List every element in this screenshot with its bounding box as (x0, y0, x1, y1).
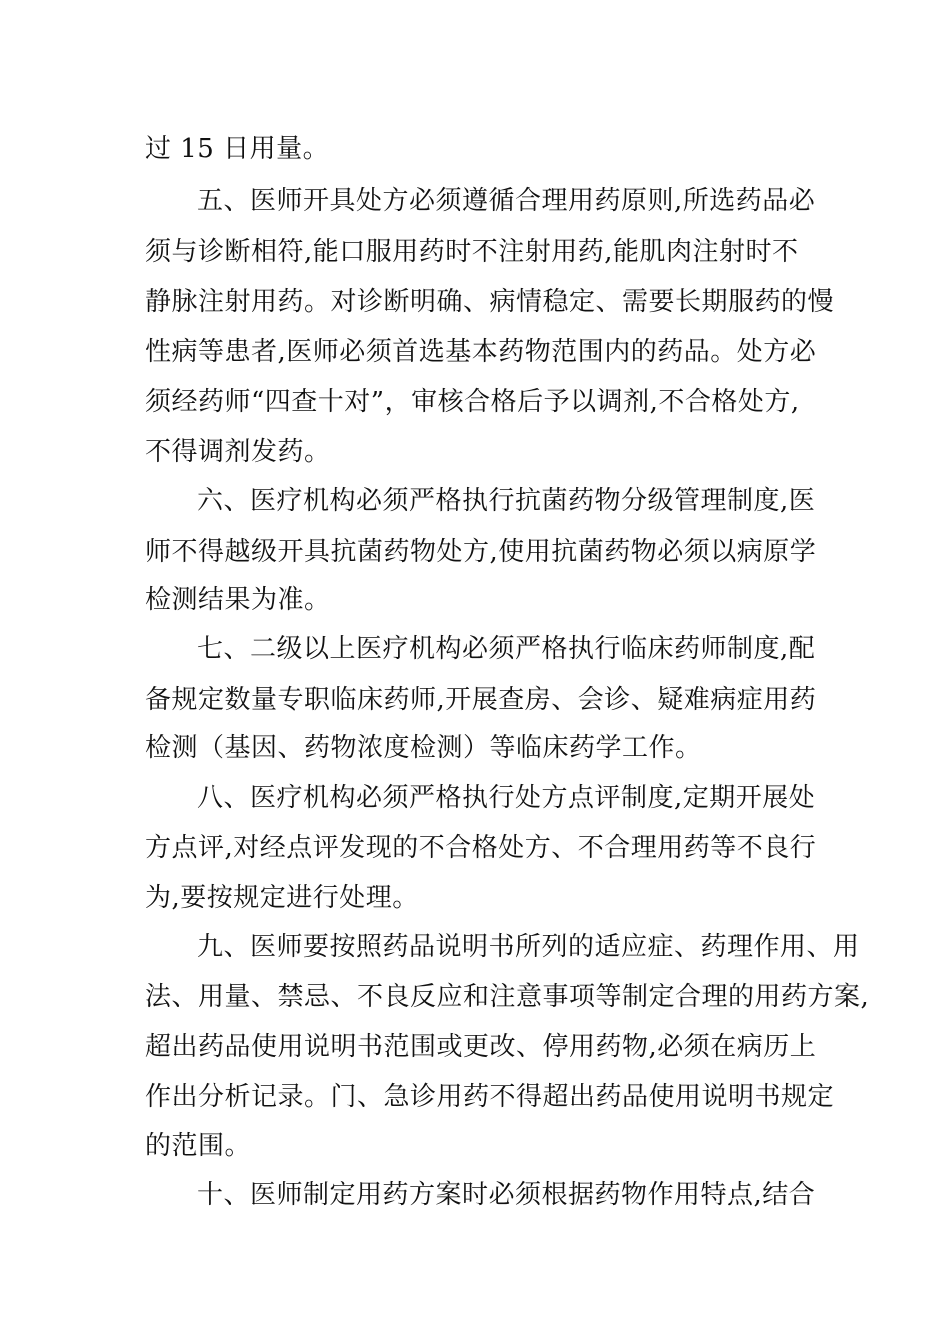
text-line-1: 过 15 日用量。 (145, 134, 330, 164)
text-line-12: 备规定数量专职临床药师,开展查房、会诊、疑难病症用药 (145, 685, 817, 715)
text-line-13: 检测（基因、药物浓度检测）等临床药学工作。 (145, 733, 702, 763)
text-line-16: 为,要按规定进行处理。 (145, 883, 419, 913)
text-line-17: 九、医师要按照药品说明书所列的适应症、药理作用、用 (197, 932, 860, 962)
text-line-10: 检测结果为准。 (145, 585, 331, 615)
text-line-11: 七、二级以上医疗机构必须严格执行临床药师制度,配 (197, 634, 816, 664)
text-line-18: 法、用量、禁忌、不良反应和注意事项等制定合理的用药方案, (145, 982, 870, 1012)
text-line-8: 六、医疗机构必须严格执行抗菌药物分级管理制度,医 (197, 486, 816, 516)
text-line-6: 须经药师“四查十对”，审核合格后予以调剂,不合格处方, (145, 387, 800, 417)
text-line-5: 性病等患者,医师必须首选基本药物范围内的药品。处方必 (145, 337, 817, 367)
text-line-3: 须与诊断相符,能口服用药时不注射用药,能肌肉注射时不 (145, 237, 799, 267)
text-line-4: 静脉注射用药。对诊断明确、病情稳定、需要长期服药的慢 (145, 287, 835, 317)
text-line-19: 超出药品使用说明书范围或更改、停用药物,必须在病历上 (145, 1032, 817, 1062)
text-line-21: 的范围。 (145, 1131, 252, 1161)
text-line-22: 十、医师制定用药方案时必须根据药物作用特点,结合 (197, 1180, 816, 1210)
text-line-15: 方点评,对经点评发现的不合格处方、不合理用药等不良行 (145, 833, 817, 863)
text-line-9: 师不得越级开具抗菌药物处方,使用抗菌药物必须以病原学 (145, 537, 817, 567)
text-line-7: 不得调剂发药。 (145, 437, 331, 467)
text-line-2: 五、医师开具处方必须遵循合理用药原则,所选药品必 (197, 186, 816, 216)
text-line-20: 作出分析记录。门、急诊用药不得超出药品使用说明书规定 (145, 1082, 835, 1112)
text-line-14: 八、医疗机构必须严格执行处方点评制度,定期开展处 (197, 783, 816, 813)
